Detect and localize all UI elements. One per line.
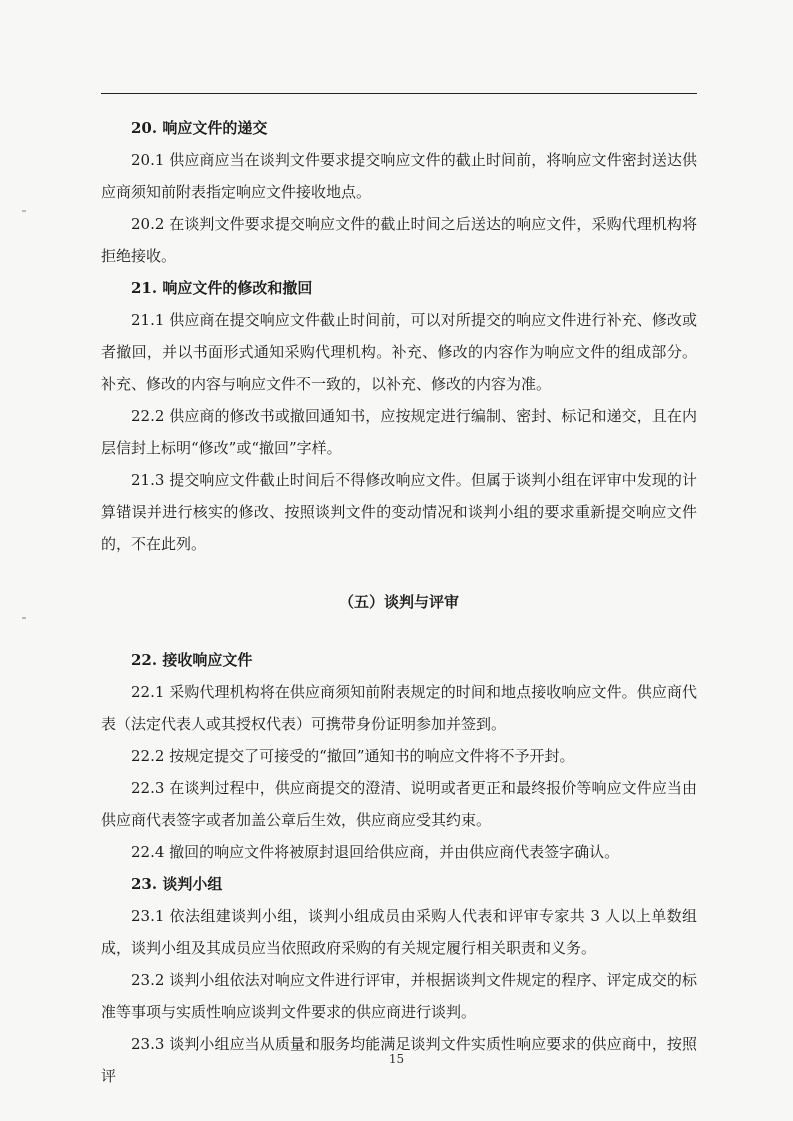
section-heading: 20. 响应文件的递交 (131, 119, 268, 137)
clause-paragraph: 20.2 在谈判文件要求提交响应文件的截止时间之后送达的响应文件，采购代理机构将拒绝接收。 (101, 215, 697, 265)
clause-paragraph: 23.1 依法组建谈判小组，谈判小组成员由采购人代表和评审专家共 3 人以上单数组成，谈判小组及其成员应当依照政府采购的有关规定履行相关职责和义务。 (101, 907, 697, 957)
document-body (101, 112, 697, 1092)
section-heading: 22. 接收响应文件 (131, 651, 253, 669)
scan-mark (22, 210, 26, 212)
page-number: 15 (388, 1052, 405, 1066)
section-heading: 21. 响应文件的修改和撤回 (131, 279, 313, 297)
clause-paragraph: 20.1 供应商应当在谈判文件要求提交响应文件的截止时间前，将响应文件密封送达供应商须知前附表指定响应文件接收地点。 (101, 151, 697, 201)
clause-paragraph: 22.2 供应商的修改书或撤回通知书，应按规定进行编制、密封、标记和递交，且在内层信封上标明“修改”或“撤回”字样。 (101, 407, 697, 457)
clause-paragraph: 23.3 谈判小组应当从质量和服务均能满足谈判文件实质性响应要求的供应商中，按照评 (101, 1035, 697, 1085)
clause-paragraph: 22.3 在谈判过程中，供应商提交的澄清、说明或者更正和最终报价等响应文件应当由供应商代表签字或者加盖公章后生效，供应商应受其约束。 (101, 779, 697, 829)
chapter-title: （五）谈判与评审 (338, 593, 459, 611)
clause-paragraph: 23.2 谈判小组依法对响应文件进行评审，并根据谈判文件规定的程序、评定成交的标准等事项与实质性响应谈判文件要求的供应商进行谈判。 (101, 971, 697, 1021)
clause-paragraph: 22.1 采购代理机构将在供应商须知前附表规定的时间和地点接收响应文件。供应商代表（法定代表人或其授权代表）可携带身份证明参加并签到。 (101, 683, 697, 733)
section-heading: 23. 谈判小组 (131, 875, 223, 893)
clause-paragraph: 22.4 撤回的响应文件将被原封退回给供应商，并由供应商代表签字确认。 (131, 843, 620, 861)
clause-paragraph: 21.3 提交响应文件截止时间后不得修改响应文件。但属于谈判小组在评审中发现的计算错误并进行核实的修改、按照谈判文件的变动情况和谈判小组的要求重新提交响应文件的，不在此列。 (101, 471, 697, 553)
scan-mark (22, 617, 26, 619)
clause-paragraph: 21.1 供应商在提交响应文件截止时间前，可以对所提交的响应文件进行补充、修改或者撤回，并以书面形式通知采购代理机构。补充、修改的内容作为响应文件的组成部分。补充、修改的内容与响应文件不一致的，以补充、修改的内容为准。 (101, 311, 697, 393)
clause-paragraph: 22.2 按规定提交了可接受的“撤回”通知书的响应文件将不予开封。 (131, 747, 575, 765)
header-rule (101, 93, 697, 94)
